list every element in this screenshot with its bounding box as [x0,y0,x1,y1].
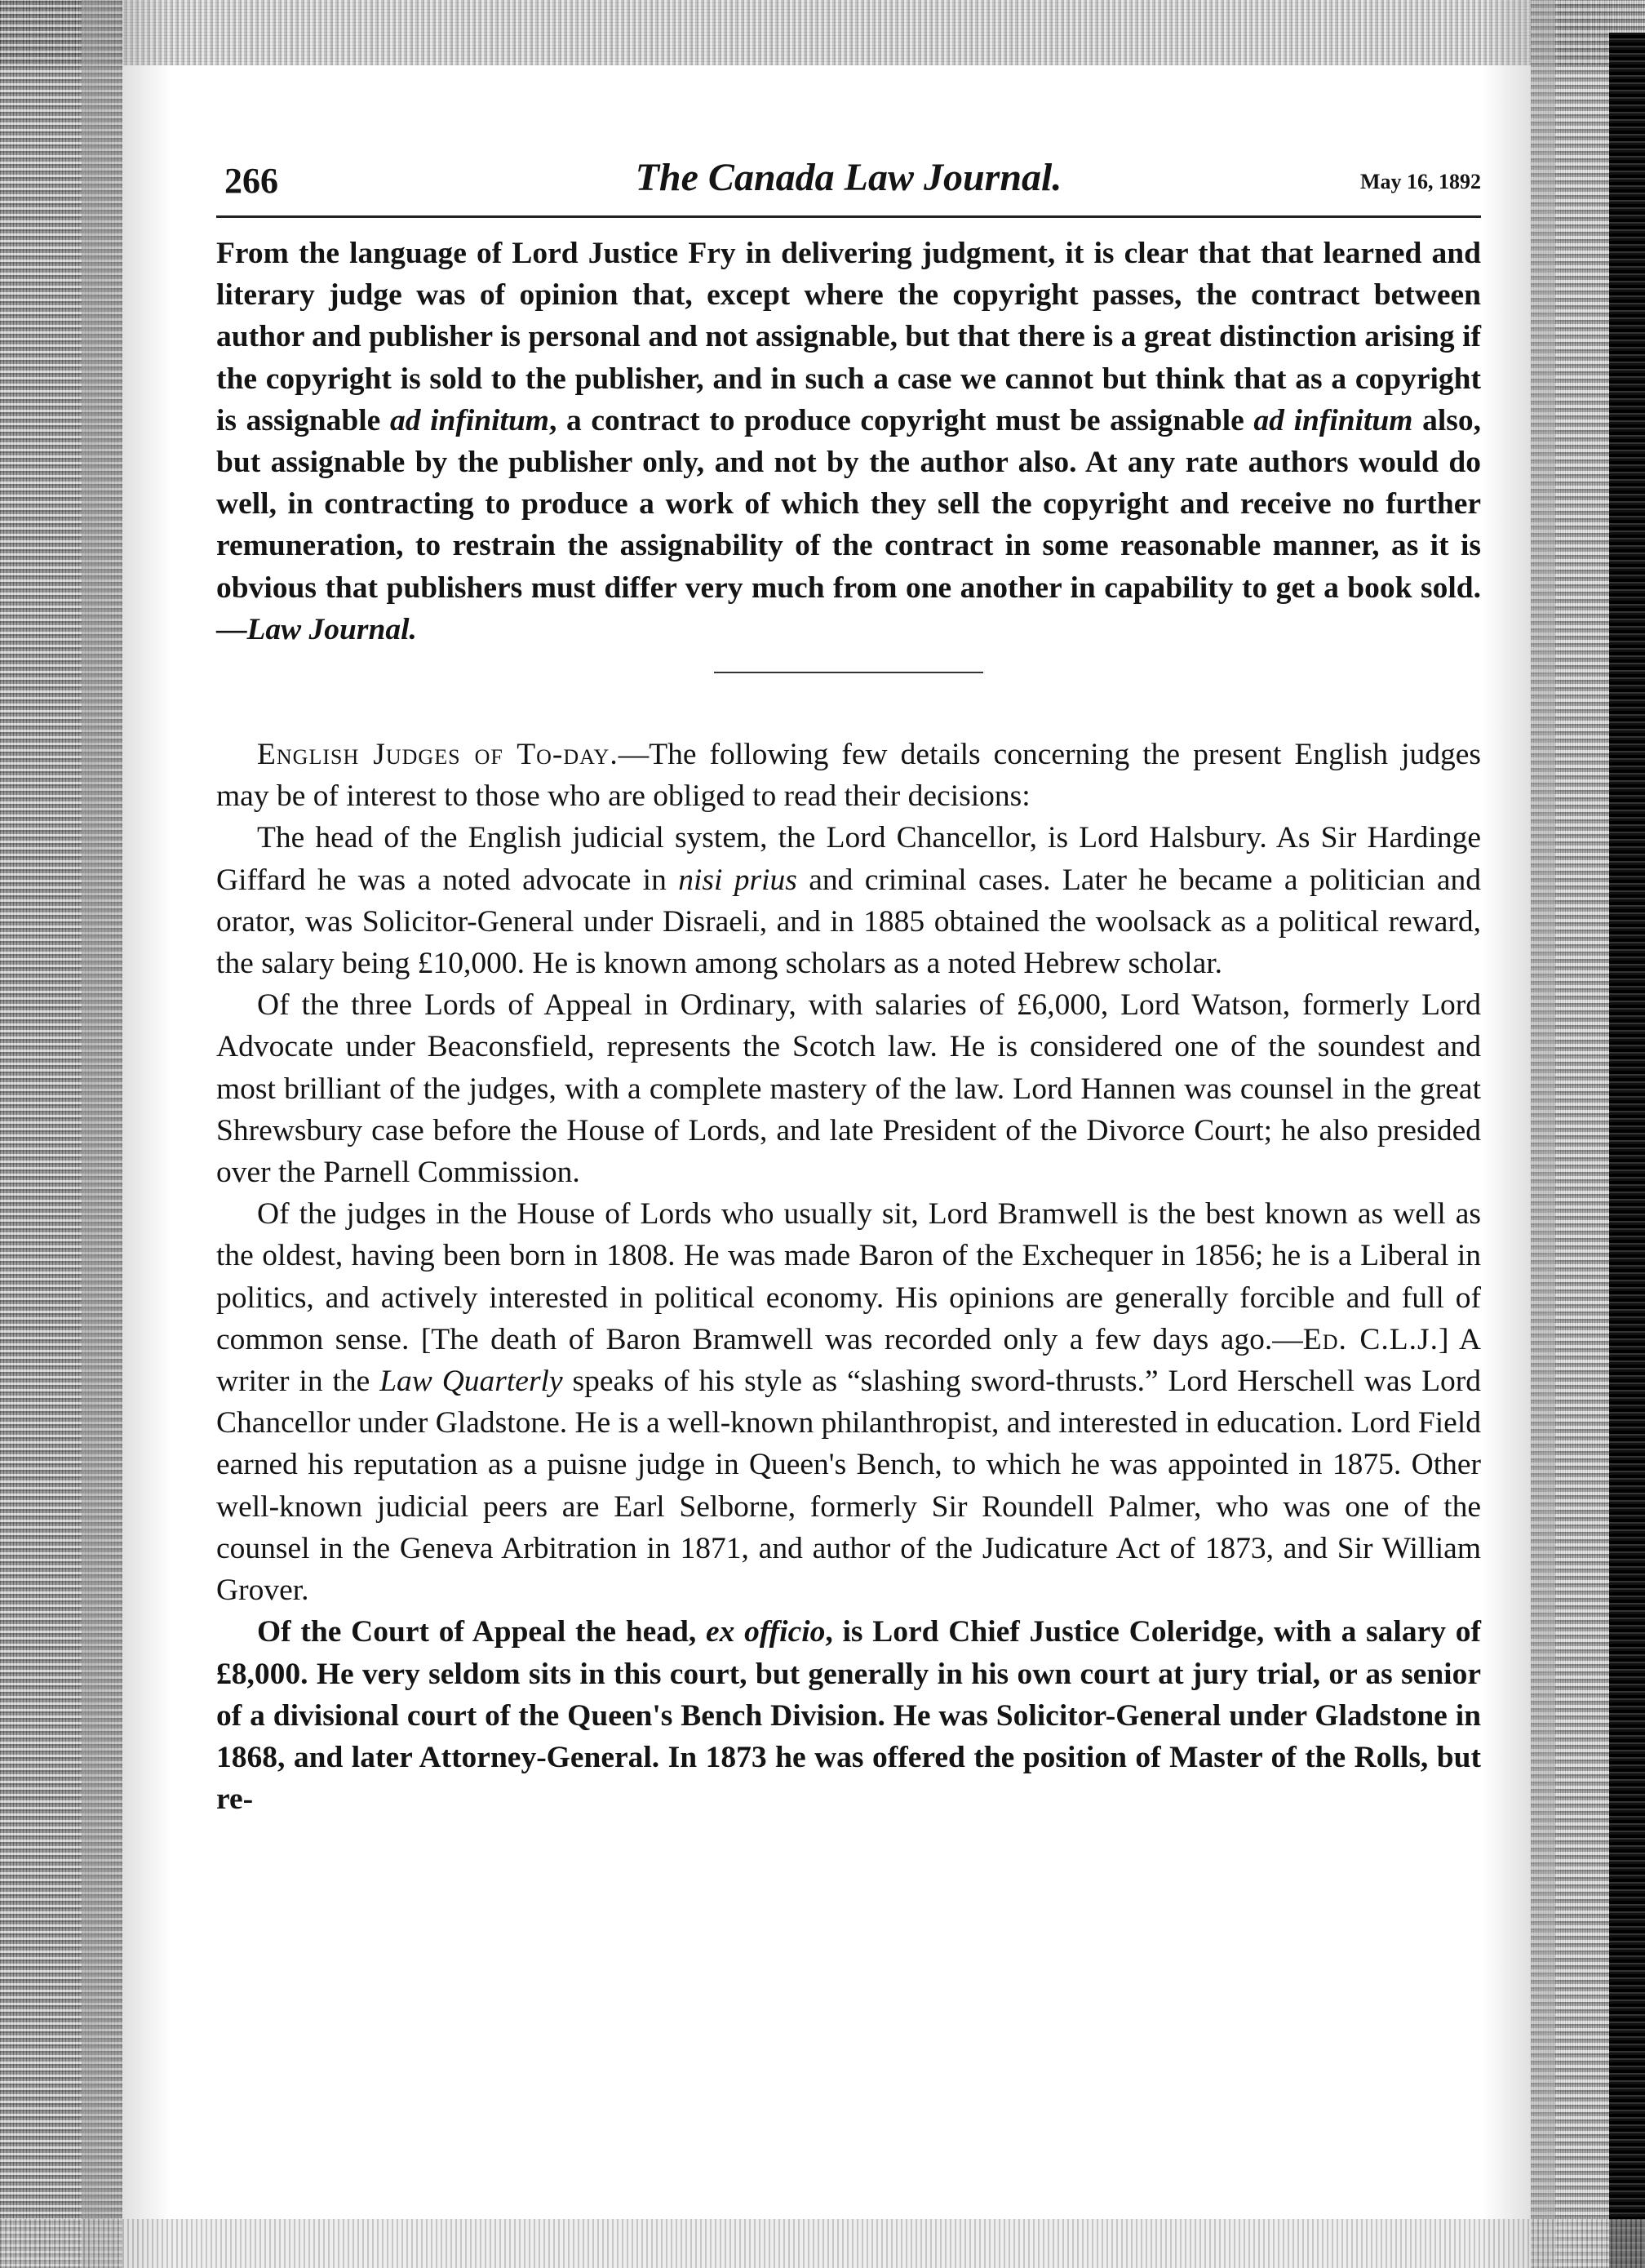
italic-phrase: ad infinitum [1253,403,1413,437]
italic-phrase: nisi prius [678,863,797,897]
text-run: —The following few details concerning the present English judges may be of interest to those who are obliged to read their decisions: [216,738,1482,814]
paragraph [216,817,1481,984]
paragraph: Of the three Lords of Appeal in Ordinary, with salaries of £6,000, Lord Watson, formerly Lord Advocate under Beaconsfield, represents the Scotch law. He is considered one of the soundest and most brilliant of the judges, with a complete mastery of the law. Lord Hannen was counsel in the great Shrewsbury case before the House of Lords, and late President of the Divorce Court; he also presided over the Parnell Commission. [216,988,1481,1190]
paragraph [216,233,1481,650]
paragraph [216,734,1481,817]
text-run: , is Lord Chief Justice Coleridge, with a salary of £8,000. He very seldom sits in this court, but generally in his own court at jury trial, or as senior of a divisional court of the Queen's Bench Division. He was Solicitor-General under Gladstone in 1868, and later Attorney-General. In 1873 he was offered the position of Master of the Rolls, but re- [216,1615,1481,1817]
running-head [216,155,1481,212]
article-english-judges [216,734,1481,1820]
text-run: The head of the English judicial system, the Lord Chancellor, is Lord Halsbury. As Sir Hardinge Giffard he was a noted advocate in [216,821,1481,897]
journal-title: The Canada Law Journal. [635,156,1062,199]
text-run: and criminal cases. Later he became a politician and orator, was Solicitor-General under Disraeli, and in 1885 obtained the woolsack as a political reward, the salary being £10,000. He is known among scholars as a noted Hebrew scholar. [216,863,1481,981]
paragraph [216,1611,1481,1820]
article-copyright [216,233,1481,650]
section-heading: English Judges of To-day. [257,738,619,772]
scan-shadow-left [82,0,171,2268]
scan-shadow-right [1482,0,1555,2268]
text-run: Of the judges in the House of Lords who usually sit, Lord Bramwell is the best known as well as the oldest, having been born in 1808. He was made Baron of the Exchequer in 1856; he is a Liberal in politics, and actively interested in political economy. His opinions are generally forcible and full of common sense. [The death of Baron Bramwell was recorded only a few days ago.— [216,1197,1481,1356]
text-run: ] A writer in the [216,1322,1481,1399]
paragraph [216,1193,1481,1611]
italic-phrase: Law Quarterly [379,1365,563,1399]
text-run: , a contract to produce copyright must be assignable [548,403,1254,437]
scan-edge-bottom [0,2219,1645,2268]
section-divider [714,672,983,673]
editor-note: Ed. C.L.J. [1302,1322,1439,1356]
text-run: also, but assignable by the publisher only, and not by the author also. At any rate authors would do well, in contracting to produce a work of which they sell the copyright and receive no further remuneration, to restrain the assignability of the contract in some reasonable manner, as it is obvious that publishers must differ very much from one another in capability to get a book sold.— [216,403,1481,646]
scan-edge-top [0,0,1645,65]
scan-binding-right [1609,33,1645,2268]
page-content [216,155,1481,1820]
text-run: speaks of his style as “slashing sword-thrusts.” Lord Herschell was Lord Chancellor under Gladstone. He is a well-known philanthropist, and interested in education. Lord Field earned his reputation as a puisne judge in Queen's Bench, to which he was appointed in 1875. Other well-known judicial peers are Earl Selborne, formerly Sir Roundell Palmer, who was one of the counsel in the Geneva Arbitration in 1871, and author of the Judicature Act of 1873, and Sir William Grover. [216,1365,1481,1608]
italic-phrase: ad infinitum [389,403,549,437]
source-citation: Law Journal. [246,612,417,646]
text-run: Of the Court of Appeal the head, [257,1615,706,1649]
italic-phrase: ex officio [705,1615,826,1649]
page-number: 266 [224,161,278,201]
header-rule [216,215,1481,218]
issue-date: May 16, 1892 [1359,170,1481,193]
text-run: From the language of Lord Justice Fry in delivering judgment, it is clear that that learned and literary judge was of opinion that, except where the copyright passes, the contract between author and publisher is personal and not assignable, but that there is a great distinction arising if the copyright is sold to the publisher, and in such a case we cannot but think that as a copyright is assignable [216,237,1481,437]
